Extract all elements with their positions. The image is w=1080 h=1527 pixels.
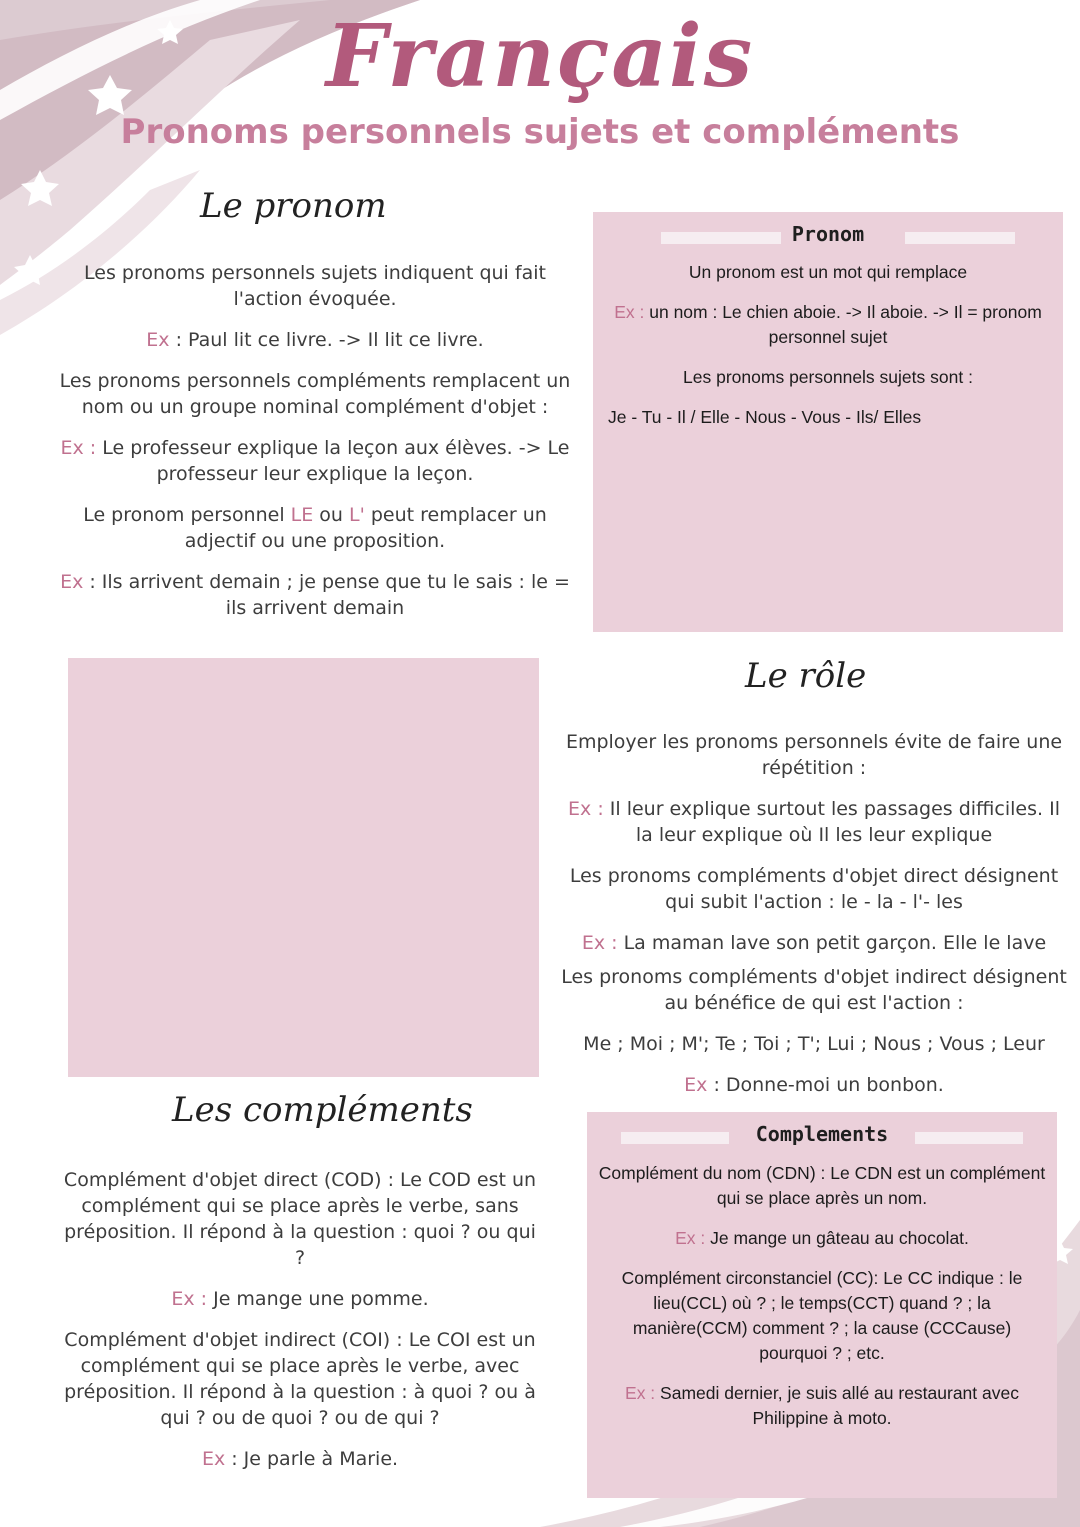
- role-example-3: Ex : Donne-moi un bonbon.: [684, 1074, 944, 1096]
- heading-le-pronom: Le pronom: [200, 186, 387, 226]
- pronom-box-header: [593, 222, 1063, 246]
- header-bar-right: [905, 232, 1015, 244]
- role-paragraph-3: Les pronoms compléments d'objet indirect désignent au bénéfice de qui est l'action :: [561, 966, 1067, 1014]
- example-label: Ex: [60, 571, 84, 593]
- pronom-example-2: Ex : Le professeur explique la leçon aux élèves. -> Le professeur leur explique la leçon.: [60, 437, 570, 485]
- pronom-paragraph-3: Le pronom personnel LE ou L' peut remplacer un adjectif ou une proposition.: [83, 504, 547, 552]
- complements-paragraph-1: Complément d'objet direct (COD) : Le COD est un complément qui se place après le verbe, sans préposition. Il répond à la question : quoi ? ou qui ?: [63, 1169, 537, 1269]
- header-bar-left: [661, 232, 781, 244]
- pronom-box-title: Pronom: [791, 222, 865, 246]
- pronom-box-example: Ex : un nom : Le chien aboie. -> Il aboie. -> Il = pronom personnel sujet: [614, 302, 1042, 347]
- pronom-paragraph-2: Les pronoms personnels compléments remplacent un nom ou un groupe nominal complément d'objet :: [59, 370, 571, 418]
- pronom-box-text: [608, 260, 1048, 445]
- heading-le-role: Le rôle: [745, 656, 867, 696]
- example-label: Ex :: [60, 437, 97, 459]
- example-label: Ex: [684, 1074, 708, 1096]
- header-bar-left: [621, 1132, 729, 1144]
- pronom-paragraph-1: Les pronoms personnels sujets indiquent qui fait l'action évoquée.: [84, 262, 546, 310]
- pronom-box-line-1: Un pronom est un mot qui remplace: [688, 262, 968, 282]
- complements-box-header: [587, 1122, 1057, 1146]
- role-paragraph-1: Employer les pronoms personnels évite de faire une répétition :: [565, 731, 1063, 779]
- image-placeholder: [68, 658, 539, 1077]
- example-label: Ex: [201, 1448, 226, 1470]
- role-example-2: Ex : La maman lave son petit garçon. Elle le lave: [581, 932, 1047, 954]
- example-label: Ex :: [614, 302, 645, 322]
- role-list: Me ; Moi ; M'; Te ; Toi ; T'; Lui ; Nous ; Vous ; Leur: [583, 1033, 1045, 1055]
- page-title: Français: [325, 6, 755, 107]
- example-label: Ex :: [625, 1383, 656, 1403]
- pronom-box-line-2: Les pronoms personnels sujets sont :: [683, 367, 973, 387]
- pronom-example-3: Ex : Ils arrivent demain ; je pense que tu le sais : le = ils arrivent demain: [60, 571, 570, 619]
- complements-box-paragraph-2: Complément circonstanciel (CC): Le CC indique : le lieu(CCL) où ? ; le temps(CCT) quand ? ; la manière(CCM) comment ? ; la cause (CCCause) pourquoi ? ; etc.: [621, 1268, 1023, 1363]
- example-label: Ex: [146, 329, 170, 351]
- complements-paragraph-2: Complément d'objet indirect (COI) : Le COI est un complément qui se place après le verbe, avec préposition. Il répond à la question : à quoi ? ou à qui ? ou de quoi ? ou de qui ?: [64, 1329, 536, 1429]
- example-label: Ex :: [568, 798, 604, 820]
- section-pronom-text: [50, 260, 580, 636]
- example-label: Ex :: [581, 932, 618, 954]
- complements-box-text: [597, 1161, 1047, 1446]
- example-label: Ex :: [171, 1288, 208, 1310]
- heading-les-complements: Les compléments: [172, 1090, 473, 1130]
- section-role-text: [558, 729, 1070, 1113]
- complements-box-example-2: Ex : Samedi dernier, je suis allé au restaurant avec Philippine à moto.: [625, 1383, 1019, 1428]
- header-bar-right: [915, 1132, 1023, 1144]
- role-example-1: Ex : Il leur explique surtout les passages difficiles. Il la leur explique où Il les leur explique: [568, 798, 1060, 846]
- role-paragraph-2: Les pronoms compléments d'objet direct désignent qui subit l'action : le - la - l'- les: [569, 865, 1059, 913]
- section-complements-text: [60, 1167, 540, 1487]
- complements-box-example-1: Ex : Je mange un gâteau au chocolat.: [675, 1228, 969, 1248]
- complements-box-title: Complements: [755, 1122, 889, 1146]
- complements-box: [587, 1112, 1057, 1498]
- pronom-box: [593, 212, 1063, 632]
- pronom-example-1: Ex : Paul lit ce livre. -> Il lit ce livre.: [146, 329, 484, 351]
- example-label: Ex :: [675, 1228, 706, 1248]
- complements-example-1: Ex : Je mange une pomme.: [171, 1288, 429, 1310]
- pronom-box-list: Je - Tu - Il / Elle - Nous - Vous - Ils/ Elles: [608, 407, 922, 427]
- complements-box-paragraph-1: Complément du nom (CDN) : Le CDN est un complément qui se place après un nom.: [598, 1163, 1046, 1208]
- complements-example-2: Ex : Je parle à Marie.: [201, 1448, 399, 1470]
- page-subtitle: Pronoms personnels sujets et compléments: [120, 112, 960, 152]
